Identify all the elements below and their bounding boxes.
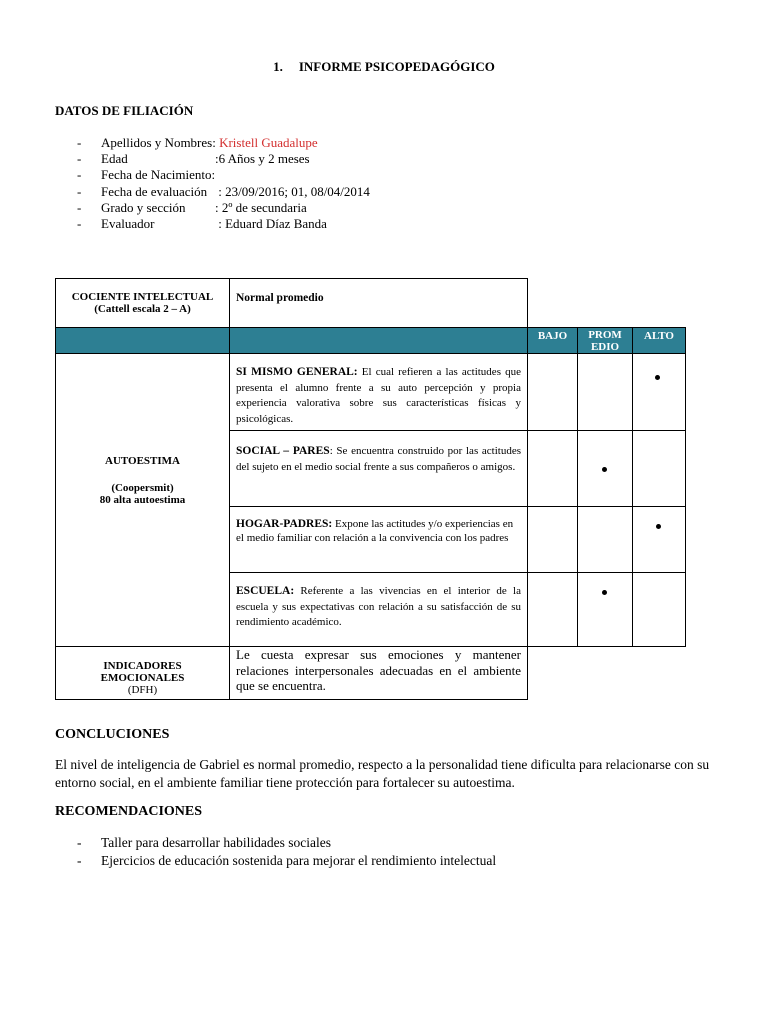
promedio-cell [577, 506, 633, 573]
indicadores-text-cell [229, 646, 528, 700]
list-item: - Taller para desarrollar habilidades sociales [77, 835, 331, 850]
row-title: SOCIAL – PARES [236, 445, 330, 457]
conclusiones-text: El nivel de inteligencia de Gabriel es normal promedio, respecto a la personalidad tiene dificulta para relacionarse con su entorno social, en el ambiente familiar tiene protección para fortalecer su autoestima. [55, 757, 710, 790]
title-number: 1. [273, 59, 283, 74]
filiacion-value: : Eduard Díaz Banda [215, 216, 327, 232]
filiacion-label: Apellidos y Nombres: [101, 135, 220, 150]
recomendaciones-heading: RECOMENDACIONES [55, 804, 203, 819]
filiacion-item: - Edad :6 Años y 2 meses [77, 151, 310, 167]
header-promedio-cell [577, 327, 633, 354]
indicadores-label-2: EMOCIONALES [100, 672, 185, 684]
indicadores-text: Le cuesta expresar sus emociones y mantener relaciones interpersonales adecuadas en el ambiente que se encuentra. [236, 647, 521, 693]
level-mark [602, 590, 607, 595]
datos-heading: DATOS DE FILIACIÓN [55, 103, 194, 118]
list-item: - Ejercicios de educación sostenida para mejorar el rendimiento intelectual [77, 853, 497, 868]
level-mark [656, 524, 661, 529]
alto-cell [632, 506, 686, 573]
title-text: INFORME PSICOPEDAGÓGICO [298, 59, 495, 74]
indicadores-label-cell [55, 646, 230, 700]
filiacion-label: Grado y sección [101, 199, 186, 215]
filiacion-value: Kristell Guadalupe [219, 135, 318, 150]
row-text: El cual refieren a las actitudes que presenta el alumno frente a su auto percepción y propia experiencia valorativa sobre sus características físicas y psicológicas. [236, 366, 521, 425]
table-row [229, 353, 528, 431]
ci-test: (Cattell escala 2 – A) [94, 303, 191, 315]
table-row [229, 572, 528, 647]
recomendaciones-list [55, 834, 496, 870]
indicadores-test: (DFH) [127, 684, 158, 696]
bajo-cell [527, 506, 578, 573]
report-title [0, 59, 768, 75]
header-promedio: PROM EDIO [588, 329, 622, 353]
filiacion-label: Edad [101, 151, 128, 167]
ci-label: COCIENTE INTELECTUAL [71, 291, 214, 303]
filiacion-item: - Fecha de evaluación : 23/09/2016; 01, 08/04/2014 [77, 183, 370, 199]
indicadores-label: INDICADORES [103, 660, 182, 672]
row-text: Expone las actitudes y/o experiencias en el medio familiar con relación a la convivencia con los padres [236, 518, 514, 544]
filiacion-item: - Grado y sección : 2º de secundaria [77, 199, 307, 215]
promedio-cell [577, 572, 633, 647]
row-text: : Se encuentra construido por las actitudes del sujeto en el medio social frente a sus compañeros o amigos. [236, 445, 521, 473]
filiacion-item: - Apellidos y Nombres: Kristell Guadalupe [77, 135, 318, 150]
autoestima-label-cell [55, 353, 230, 647]
autoestima-test: (Coopersmit) [111, 481, 174, 494]
promedio-cell [577, 353, 633, 431]
table-row [229, 430, 528, 507]
table-row [229, 506, 528, 573]
filiacion-label: Fecha de Nacimiento: [101, 167, 216, 183]
header-blank-cell [55, 327, 230, 354]
row-text: Referente a las vivencias en el interior de la escuela y sus expectativas con relación a su satisfacción de su rendimiento académico. [236, 585, 521, 628]
filiacion-label: Fecha de evaluación [101, 183, 208, 199]
filiacion-item: - Evaluador : Eduard Díaz Banda [77, 216, 327, 232]
header-alto: ALTO [644, 330, 674, 342]
ci-label-cell [55, 278, 230, 328]
autoestima-score: 80 alta autoestima [99, 494, 186, 506]
level-mark [655, 375, 660, 380]
alto-cell [632, 430, 686, 507]
row-title: ESCUELA: [236, 585, 295, 597]
header-blank-cell [229, 327, 528, 354]
row-title: SI MISMO GENERAL: [236, 366, 358, 378]
bajo-cell [527, 572, 578, 647]
filiacion-list [55, 135, 370, 232]
ci-value: Normal promedio [236, 292, 324, 304]
promedio-cell [577, 430, 633, 507]
filiacion-item: - Fecha de Nacimiento: [77, 167, 216, 183]
ci-value-cell [229, 278, 528, 328]
alto-cell [632, 572, 686, 647]
row-title: HOGAR-PADRES: [236, 518, 333, 530]
header-bajo-cell [527, 327, 578, 354]
header-bajo: BAJO [537, 330, 568, 342]
alto-cell [632, 353, 686, 431]
filiacion-value: : 2º de secundaria [215, 199, 307, 215]
level-mark [602, 467, 607, 472]
conclusiones-heading: CONCLUCIONES [55, 727, 170, 742]
bajo-cell [527, 353, 578, 431]
autoestima-label: AUTOESTIMA [105, 455, 180, 467]
filiacion-value: :6 Años y 2 meses [215, 151, 310, 167]
filiacion-value: : 23/09/2016; 01, 08/04/2014 [215, 183, 370, 199]
filiacion-label: Evaluador [101, 216, 155, 232]
header-alto-cell [632, 327, 686, 354]
bajo-cell [527, 430, 578, 507]
